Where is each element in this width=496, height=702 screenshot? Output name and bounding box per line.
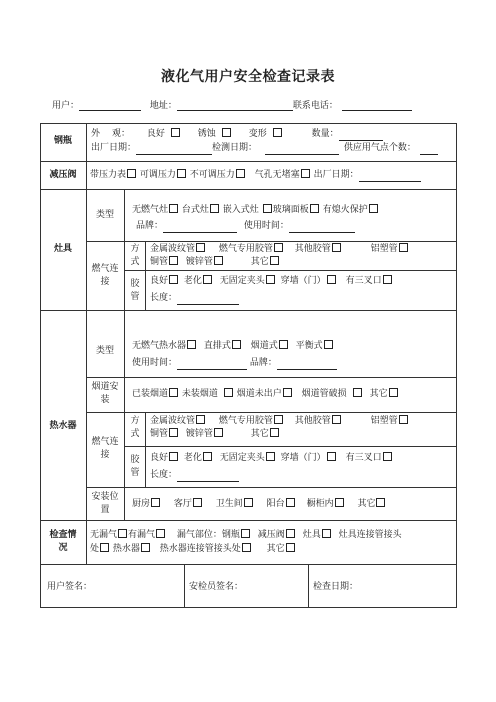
checkbox-living[interactable] bbox=[193, 498, 202, 507]
checkbox-no-stove[interactable] bbox=[169, 204, 178, 213]
heater-method-line2: 铜管 镀锌管 其它 bbox=[150, 428, 280, 441]
address-label: 地址： bbox=[149, 101, 177, 111]
stove-usage-field[interactable] bbox=[289, 223, 355, 233]
regulator-date-field[interactable] bbox=[359, 172, 421, 182]
checkbox-leak-regulator[interactable] bbox=[286, 529, 295, 538]
checkbox-h-gas-hose[interactable] bbox=[274, 415, 283, 424]
phone-label: 联系电话： bbox=[292, 101, 338, 111]
stove-hose-line1: 良好 老化 无固定夹头 穿墙（门） 有三叉口 bbox=[150, 275, 393, 288]
checkbox-adjustable[interactable] bbox=[177, 169, 186, 178]
user-sign-label: 用户签名： bbox=[47, 582, 93, 592]
checkbox-good[interactable] bbox=[171, 128, 180, 137]
supply-points-field[interactable] bbox=[420, 145, 438, 155]
regulator-line: 带压力表 可调压力 不可调压力 气孔无堵塞 出厂日期： bbox=[90, 169, 421, 182]
user-label: 用户： bbox=[52, 101, 80, 111]
stove-label: 灶具 bbox=[53, 244, 72, 254]
checkbox-h-hose-aged[interactable] bbox=[203, 452, 212, 461]
checkbox-leak-cylinder[interactable] bbox=[241, 529, 250, 538]
checkbox-glass[interactable] bbox=[310, 204, 319, 213]
checkbox-h-hose-good[interactable] bbox=[169, 452, 178, 461]
checkbox-galvanized[interactable] bbox=[214, 256, 223, 265]
flue-line: 已装烟道 未装烟道 烟道未出户 烟道管破损 其它 bbox=[132, 388, 399, 401]
heater-usage-field[interactable] bbox=[177, 360, 247, 370]
cylinder-line1: 外 观： 良好 锈蚀 变形 数量： bbox=[91, 128, 383, 141]
checkbox-hose-good[interactable] bbox=[169, 275, 178, 284]
checkbox-direct[interactable] bbox=[232, 340, 241, 349]
checkbox-tee[interactable] bbox=[383, 275, 392, 284]
checkbox-h-other-hose[interactable] bbox=[332, 415, 341, 424]
test-date-field[interactable] bbox=[265, 145, 339, 155]
checkbox-no-heater[interactable] bbox=[187, 340, 196, 349]
heater-brand-field[interactable] bbox=[277, 360, 337, 370]
checkbox-leak[interactable] bbox=[156, 529, 165, 538]
checkbox-leak-other[interactable] bbox=[286, 543, 295, 552]
checkbox-h-galvanized[interactable] bbox=[214, 428, 223, 437]
checkbox-leak-stove-joint[interactable] bbox=[100, 543, 109, 552]
stove-method-line2: 铜管 镀锌管 其它 bbox=[150, 256, 280, 269]
stove-type-line1: 无燃气灶 台式灶 嵌入式灶 玻璃面板 有熄火保护 bbox=[132, 204, 379, 217]
checkbox-leak-heater-joint[interactable] bbox=[242, 543, 251, 552]
checkbox-flue-damaged[interactable] bbox=[353, 388, 362, 397]
checkbox-through-wall[interactable] bbox=[327, 275, 336, 284]
checkbox-deform[interactable] bbox=[273, 128, 282, 137]
location-line: 厨房 客厅 卫生间 阳台 橱柜内 其它 bbox=[132, 498, 386, 511]
checkbox-flue-installed[interactable] bbox=[169, 388, 178, 397]
checkbox-pex[interactable] bbox=[399, 243, 408, 252]
checkbox-method-other[interactable] bbox=[270, 256, 279, 265]
checkbox-gas-hose[interactable] bbox=[274, 243, 283, 252]
heater-hose-line2: 长度： bbox=[150, 469, 239, 482]
checkbox-nonadjustable[interactable] bbox=[236, 169, 245, 178]
stove-method-line1: 金属波纹管 燃气专用胶管 其他胶管 铝塑管 bbox=[150, 243, 409, 256]
checkbox-rust[interactable] bbox=[222, 128, 231, 137]
checkbox-cabinet[interactable] bbox=[335, 498, 344, 507]
checkbox-kitchen[interactable] bbox=[151, 498, 160, 507]
stove-brand-field[interactable] bbox=[163, 223, 237, 233]
checkbox-h-corrugated[interactable] bbox=[196, 415, 205, 424]
quantity-field[interactable] bbox=[339, 131, 383, 141]
heater-type-line1: 无燃气热水器 直排式 烟道式 平衡式 bbox=[132, 340, 334, 353]
checkbox-glass-panel[interactable] bbox=[263, 204, 272, 213]
cylinder-line2: 出厂日期： 检测日期： 供应用气点个数： bbox=[91, 142, 438, 155]
location-label: 安装位置 bbox=[91, 492, 119, 515]
checkbox-h-method-other[interactable] bbox=[270, 428, 279, 437]
checkbox-flameout[interactable] bbox=[369, 204, 378, 213]
check-date-label: 检查日期： bbox=[313, 582, 359, 592]
stove-hose-label: 胶管 bbox=[130, 279, 140, 302]
inspection-line2: 处 热水器 热水器连接管接头处 其它 bbox=[90, 543, 296, 556]
checkbox-no-clamp[interactable] bbox=[266, 275, 275, 284]
checkbox-balcony[interactable] bbox=[286, 498, 295, 507]
stove-hose-length-field[interactable] bbox=[177, 295, 239, 305]
checkbox-gauge[interactable] bbox=[127, 169, 136, 178]
inspector-sign-label: 安检员签名： bbox=[189, 582, 244, 592]
heater-type-label: 类型 bbox=[95, 346, 114, 356]
checkbox-hose-aged[interactable] bbox=[203, 275, 212, 284]
checkbox-no-leak[interactable] bbox=[118, 529, 127, 538]
heater-method-line1: 金属波纹管 燃气专用胶管 其他胶管 铝塑管 bbox=[150, 415, 409, 428]
stove-type-label: 类型 bbox=[95, 210, 114, 220]
flue-label: 烟道安装 bbox=[91, 382, 119, 405]
heater-hose-label: 胶管 bbox=[130, 455, 140, 478]
checkbox-h-no-clamp[interactable] bbox=[266, 452, 275, 461]
checkbox-flue-missing[interactable] bbox=[224, 388, 233, 397]
checkbox-flue-type[interactable] bbox=[279, 340, 288, 349]
heater-label: 热水器 bbox=[49, 421, 77, 431]
cylinder-label: 钢瓶 bbox=[53, 136, 72, 146]
checkbox-table-stove[interactable] bbox=[210, 204, 219, 213]
inspection-line1: 无漏气 有漏气 漏气部位：钢瓶 减压阀 灶具 灶具连接管接头 bbox=[90, 530, 402, 540]
checkbox-leak-heater[interactable] bbox=[141, 543, 150, 552]
regulator-label: 减压阀 bbox=[49, 170, 77, 180]
checkbox-bathroom[interactable] bbox=[244, 498, 253, 507]
inspection-label: 检查情况 bbox=[49, 530, 77, 553]
checkbox-vent-clear[interactable] bbox=[301, 169, 310, 178]
heater-hose-length-field[interactable] bbox=[177, 472, 239, 482]
heater-gas-label: 燃气连接 bbox=[91, 437, 119, 460]
stove-method-label: 方式 bbox=[130, 244, 140, 267]
checkbox-leak-stove[interactable] bbox=[322, 529, 331, 538]
heater-hose-line1: 良好 老化 无固定夹头 穿墙（门） 有三叉口 bbox=[150, 452, 393, 465]
user-field[interactable] bbox=[79, 101, 141, 111]
checkbox-loc-other[interactable] bbox=[376, 498, 385, 507]
stove-type-line2: 品牌： 使用时间： bbox=[136, 220, 355, 233]
checkbox-copper[interactable] bbox=[169, 256, 178, 265]
address-field[interactable] bbox=[177, 101, 293, 111]
header-row bbox=[52, 98, 412, 111]
stove-hose-line2: 长度： bbox=[150, 292, 239, 305]
checkbox-flue-other[interactable] bbox=[389, 388, 398, 397]
checkbox-corrugated[interactable] bbox=[196, 243, 205, 252]
checkbox-h-copper[interactable] bbox=[169, 428, 178, 437]
checkbox-h-through-wall[interactable] bbox=[327, 452, 336, 461]
manufacture-date-field[interactable] bbox=[136, 145, 212, 155]
stove-gas-label: 燃气连接 bbox=[91, 264, 119, 287]
checkbox-h-tee[interactable] bbox=[383, 452, 392, 461]
heater-type-line2: 使用时间： 品牌： bbox=[132, 357, 337, 370]
phone-field[interactable] bbox=[342, 101, 412, 111]
checkbox-flue-inside[interactable] bbox=[283, 388, 292, 397]
checkbox-other-hose[interactable] bbox=[332, 243, 341, 252]
form-title: 液化气用户安全检查记录表 bbox=[161, 69, 335, 85]
inspection-table bbox=[40, 123, 457, 608]
checkbox-h-pex[interactable] bbox=[399, 415, 408, 424]
checkbox-balanced[interactable] bbox=[324, 340, 333, 349]
heater-method-label: 方式 bbox=[130, 416, 140, 439]
